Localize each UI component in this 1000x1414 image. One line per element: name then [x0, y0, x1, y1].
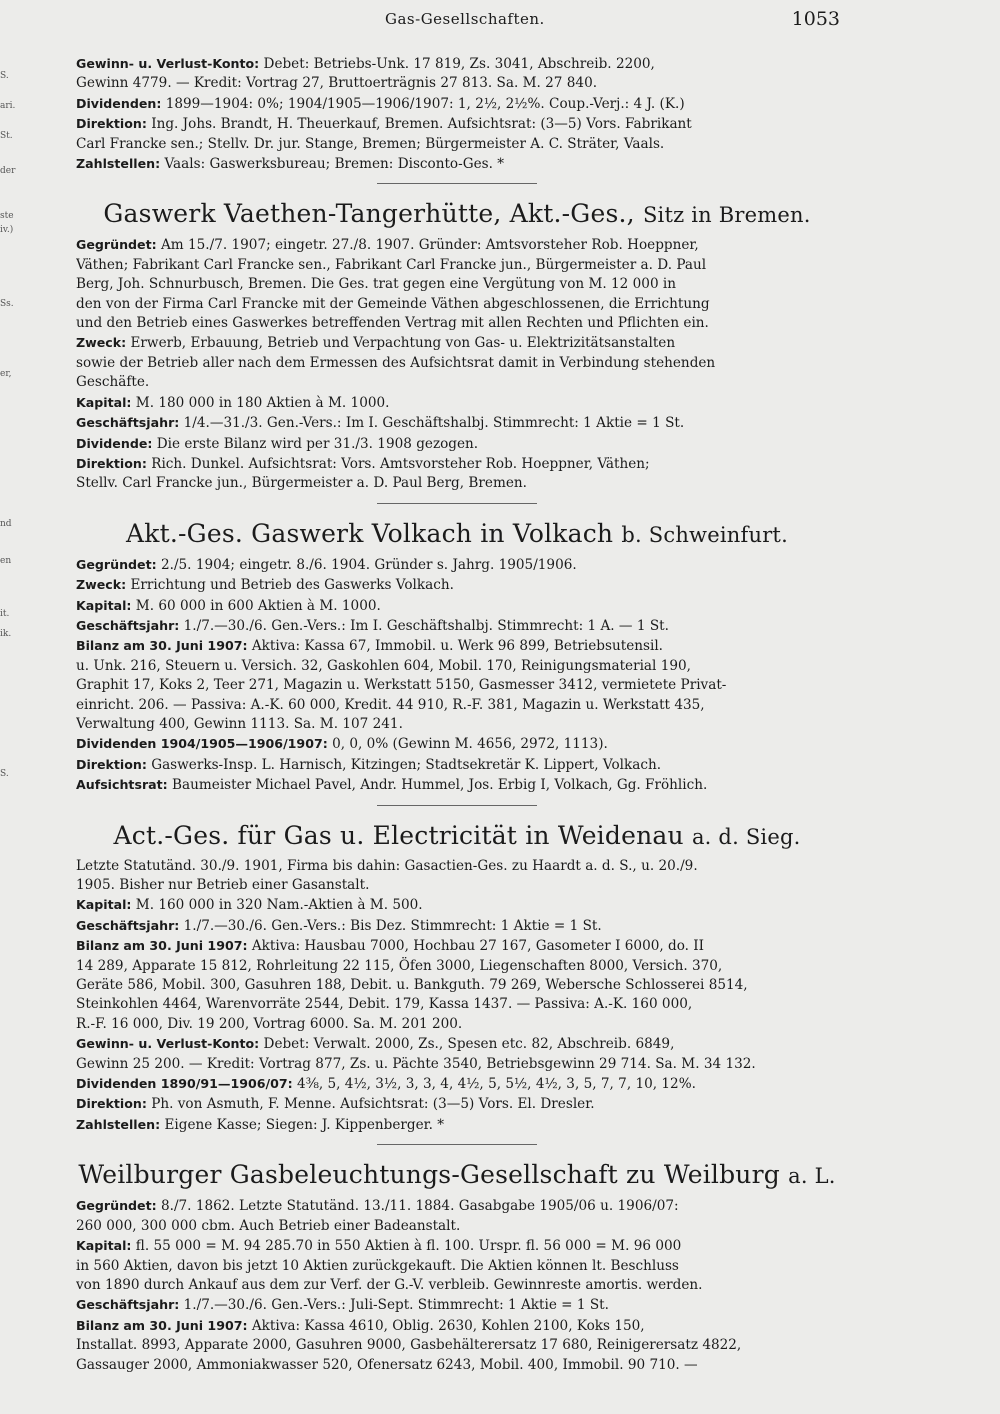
text-line — [76, 696, 838, 715]
field-text: sowie der Betrieb aller nach dem Ermessen des Aufsichtsrat damit in Verbindung stehenden — [76, 354, 716, 371]
margin-fragment: it. — [0, 609, 10, 619]
margin-fragment: S. — [0, 769, 9, 779]
company-name: Gaswerk Vaethen-Tangerhütte, Akt.-Ges., — [103, 199, 635, 229]
field-text: R.-F. 16 000, Div. 19 200, Vortrag 6000. Sa. M. 201 200. — [76, 1015, 463, 1032]
text-line — [76, 876, 838, 895]
text-line — [76, 916, 838, 936]
text-line — [76, 775, 838, 795]
field-text: 1/4.—31./3. Gen.-Vers.: Im I. Geschäftshalbj. Stimmrecht: 1 Aktie = 1 St. — [179, 415, 685, 432]
field-text: Debet: Betriebs-Unk. 17 819, Zs. 3041, Abschreib. 2200, — [259, 56, 655, 72]
margin-fragment: der — [0, 166, 16, 176]
field-label: Kapital: — [76, 1238, 132, 1254]
field-text: Am 15./7. 1907; eingetr. 27./8. 1907. Gründer: Amtsvorsteher Rob. Hoeppner, — [156, 237, 699, 254]
field-label: Gewinn- u. Verlust-Konto: — [76, 1036, 260, 1052]
entry-divider — [377, 805, 537, 806]
entry-divider — [377, 1144, 537, 1145]
field-label: Direktion: — [76, 756, 147, 772]
field-label: Zahlstellen: — [76, 156, 161, 172]
field-label: Aufsichtsrat: — [76, 777, 168, 793]
field-label: Geschäftsjahr: — [76, 415, 180, 431]
margin-fragment: iv.) — [0, 225, 14, 235]
text-line — [76, 1196, 838, 1216]
company-entry — [76, 54, 838, 174]
company-entry — [76, 1144, 838, 1375]
field-text: Väthen; Fabrikant Carl Francke sen., Fabrikant Carl Francke jun., Bürgermeister a. D. Paul — [76, 256, 707, 273]
text-line — [76, 1094, 838, 1114]
text-line — [76, 354, 838, 373]
field-text: Baumeister Michael Pavel, Andr. Hummel, Jos. Erbig I, Volkach, Gg. Fröhlich. — [167, 777, 708, 794]
field-text: u. Unk. 216, Steuern u. Versich. 32, Gaskohlen 604, Mobil. 170, Reinigungsmaterial 190, — [76, 657, 691, 674]
field-text: 1./7.—30./6. Gen.-Vers.: Im I. Geschäftshalbj. Stimmrecht: 1 A. — 1 St. — [179, 617, 669, 634]
field-text: und den Betrieb eines Gaswerkes betreffenden Vertrag mit allen Rechten und Pflichten ein. — [76, 315, 709, 332]
company-seat: a. d. Sieg. — [691, 824, 801, 849]
field-label: Gegründet: — [76, 1198, 157, 1214]
text-line — [76, 154, 838, 174]
field-label: Direktion: — [76, 116, 147, 132]
field-label: Dividende: — [76, 435, 153, 451]
text-line — [76, 54, 838, 74]
text-line — [76, 616, 838, 636]
field-text: 14 289, Apparate 15 812, Rohrleitung 22 115, Öfen 3000, Liegenschaften 8000, Versich. 370, — [76, 957, 723, 974]
text-line — [76, 1055, 838, 1074]
text-line — [76, 393, 838, 413]
field-text: 4⅜, 5, 4½, 3½, 3, 3, 4, 4½, 5, 5½, 4½, 3, 5, 7, 7, 10, 12%. — [292, 1076, 696, 1093]
field-text: einricht. 206. — Passiva: A.-K. 60 000, Kredit. 44 910, R.-F. 381, Magazin u. Werkstatt 435, — [76, 696, 705, 713]
field-text: Gewinn 25 200. — Kredit: Vortrag 877, Zs. u. Pächte 3540, Betriebsgewinn 29 714. Sa. M. 34 132. — [76, 1055, 756, 1072]
text-line — [76, 1015, 838, 1034]
field-text: Graphit 17, Koks 2, Teer 271, Magazin u. Werkstatt 5150, Gasmesser 3412, vermietete Privat- — [76, 677, 727, 694]
entry-title — [76, 1157, 838, 1194]
field-text: Aktiva: Kassa 4610, Oblig. 2630, Kohlen 2100, Koks 150, — [247, 1317, 645, 1334]
entry-divider — [377, 503, 537, 504]
text-line — [76, 256, 838, 275]
field-label: Gewinn- u. Verlust-Konto: — [76, 56, 260, 71]
company-seat: a. L. — [788, 1164, 836, 1189]
field-text: Geschäfte. — [76, 374, 150, 391]
margin-fragment: ari. — [0, 101, 16, 111]
field-text: in 560 Aktien, davon bis jetzt 10 Aktien zurückgekauft. Die Aktien können lt. Beschluss — [76, 1257, 679, 1274]
text-line — [76, 1115, 838, 1135]
text-line — [76, 373, 838, 392]
field-text: 260 000, 300 000 cbm. Auch Betrieb einer Badeanstalt. — [76, 1217, 461, 1234]
field-text: Vaals: Gaswerksbureau; Bremen: Disconto-Ges. * — [160, 156, 505, 173]
company-entry — [76, 183, 838, 493]
entry-title — [76, 818, 838, 855]
entry-title — [76, 516, 838, 553]
margin-fragment: S. — [0, 71, 9, 81]
field-label: Geschäftsjahr: — [76, 617, 180, 633]
company-name: Weilburger Gasbeleuchtungs-Gesellschaft zu Weilburg — [78, 1160, 780, 1190]
text-line — [76, 995, 838, 1014]
field-label: Kapital: — [76, 394, 132, 410]
text-line — [76, 94, 838, 114]
field-text: Gaswerks-Insp. L. Harnisch, Kitzingen; Stadtsekretär K. Lippert, Volkach. — [146, 756, 662, 773]
text-line — [76, 114, 838, 134]
company-entry — [76, 503, 838, 796]
margin-fragment: ste — [0, 211, 14, 221]
field-text: fl. 55 000 = M. 94 285.70 in 550 Aktien à fl. 100. Urspr. fl. 56 000 = M. 96 000 — [131, 1238, 682, 1255]
text-line — [76, 1074, 838, 1094]
field-text: 1./7.—30./6. Gen.-Vers.: Juli-Sept. Stimmrecht: 1 Aktie = 1 St. — [179, 1297, 609, 1314]
text-line — [76, 74, 838, 93]
entry-title — [76, 196, 838, 233]
field-text: Rich. Dunkel. Aufsichtsrat: Vors. Amtsvorsteher Rob. Hoeppner, Väthen; — [146, 455, 650, 472]
page-header — [200, 8, 840, 32]
text-line — [76, 1236, 838, 1256]
field-label: Gegründet: — [76, 237, 157, 253]
text-line — [76, 1276, 838, 1295]
field-text: Carl Francke sen.; Stellv. Dr. jur. Stange, Bremen; Bürgermeister A. C. Sträter, Vaals. — [76, 135, 665, 152]
text-line — [76, 857, 838, 876]
field-label: Dividenden 1890/91—1906/07: — [76, 1076, 293, 1092]
text-line — [76, 454, 838, 474]
field-label: Zweck: — [76, 335, 127, 351]
text-line — [76, 957, 838, 976]
margin-fragment: er, — [0, 369, 12, 379]
field-text: Gassauger 2000, Ammoniakwasser 520, Ofenersatz 6243, Mobil. 400, Immobil. 90 710. — — [76, 1356, 698, 1373]
field-text: Steinkohlen 4464, Warenvorräte 2544, Debit. 179, Kassa 1437. — Passiva: A.-K. 160 000, — [76, 996, 693, 1013]
field-text: Berg, Joh. Schnurbusch, Bremen. Die Ges. trat gegen eine Vergütung von M. 12 000 in — [76, 276, 677, 293]
field-text: Geräte 586, Mobil. 300, Gasuhren 188, Debit. u. Bankguth. 79 269, Webersche Schlosserei 8514, — [76, 977, 748, 994]
text-line — [76, 715, 838, 734]
field-label: Direktion: — [76, 1096, 147, 1112]
text-line — [76, 976, 838, 995]
margin-fragment: en — [0, 556, 12, 566]
field-label: Geschäftsjahr: — [76, 1297, 180, 1313]
field-text: von 1890 durch Ankauf aus dem zur Verf. der G.-V. verbleib. Gewinnreste amortis. werden. — [76, 1276, 703, 1293]
field-text: 1./7.—30./6. Gen.-Vers.: Bis Dez. Stimmrecht: 1 Aktie = 1 St. — [179, 917, 602, 934]
text-line — [76, 936, 838, 956]
text-line — [76, 413, 838, 433]
field-text: Verwaltung 400, Gewinn 1113. Sa. M. 107 241. — [76, 715, 403, 732]
margin-fragment: nd — [0, 519, 12, 529]
margin-fragment: Ss. — [0, 299, 14, 309]
running-title: Gas-Gesellschaften. — [385, 10, 545, 28]
field-text: Aktiva: Hausbau 7000, Hochbau 27 167, Gasometer I 6000, do. II — [247, 938, 705, 955]
text-line — [76, 575, 838, 595]
margin-fragment: ik. — [0, 629, 12, 639]
field-text: den von der Firma Carl Francke mit der Gemeinde Väthen abgeschlossenen, die Errichtung — [76, 295, 710, 312]
field-label: Gegründet: — [76, 556, 157, 572]
text-line — [76, 636, 838, 656]
text-column — [76, 54, 838, 1375]
margin-fragment: St. — [0, 131, 13, 141]
text-line — [76, 1217, 838, 1236]
text-line — [76, 1316, 838, 1336]
field-label: Kapital: — [76, 897, 132, 913]
company-entry — [76, 805, 838, 1136]
field-text: Errichtung und Betrieb des Gaswerks Volkach. — [126, 577, 454, 594]
field-text: Eigene Kasse; Siegen: J. Kippenberger. * — [160, 1116, 445, 1133]
field-label: Direktion: — [76, 455, 147, 471]
field-text: Erwerb, Erbauung, Betrieb und Verpachtung von Gas- u. Elektrizitätsanstalten — [126, 335, 676, 352]
field-text: Aktiva: Kassa 67, Immobil. u. Werk 96 899, Betriebsutensil. — [247, 638, 663, 655]
field-text: M. 160 000 in 320 Nam.-Aktien à M. 500. — [131, 897, 423, 914]
field-text: 8./7. 1862. Letzte Statutänd. 13./11. 1884. Gasabgabe 1905/06 u. 1906/07: — [156, 1198, 679, 1215]
field-label: Zahlstellen: — [76, 1116, 161, 1132]
company-name: Act.-Ges. für Gas u. Electricität in Weidenau — [113, 820, 684, 850]
field-label: Bilanz am 30. Juni 1907: — [76, 938, 248, 954]
field-label: Dividenden 1904/1905—1906/1907: — [76, 736, 328, 752]
field-text: Letzte Statutänd. 30./9. 1901, Firma bis dahin: Gasactien-Ges. zu Haardt a. d. S., u. 20./9. — [76, 857, 698, 874]
text-line — [76, 755, 838, 775]
text-line — [76, 1336, 838, 1355]
field-text: Debet: Verwalt. 2000, Zs., Spesen etc. 82, Abschreib. 6849, — [259, 1036, 675, 1053]
field-text: 1899—1904: 0%; 1904/1905—1906/1907: 1, 2½, 2½%. Coup.-Verj.: 4 J. (K.) — [161, 95, 685, 112]
field-label: Kapital: — [76, 597, 132, 613]
field-text: 0, 0, 0% (Gewinn M. 4656, 2972, 1113). — [327, 736, 608, 753]
text-line — [76, 135, 838, 154]
text-line — [76, 657, 838, 676]
field-label: Bilanz am 30. Juni 1907: — [76, 1317, 248, 1333]
text-line — [76, 275, 838, 294]
text-line — [76, 474, 838, 493]
text-line — [76, 295, 838, 314]
field-text: Ph. von Asmuth, F. Menne. Aufsichtsrat: (3—5) Vors. El. Dresler. — [146, 1096, 595, 1113]
field-text: M. 60 000 in 600 Aktien à M. 1000. — [131, 597, 381, 614]
text-line — [76, 734, 838, 754]
company-name: Akt.-Ges. Gaswerk Volkach in Volkach — [126, 518, 614, 548]
text-line — [76, 1356, 838, 1375]
field-label: Bilanz am 30. Juni 1907: — [76, 638, 248, 654]
field-text: M. 180 000 in 180 Aktien à M. 1000. — [131, 394, 390, 411]
field-text: Installat. 8993, Apparate 2000, Gasuhren 9000, Gasbehälterersatz 17 680, Reinigerersatz 4822, — [76, 1337, 742, 1354]
text-line — [76, 596, 838, 616]
text-line — [76, 1034, 838, 1054]
field-text: Die erste Bilanz wird per 31./3. 1908 gezogen. — [152, 435, 479, 452]
field-text: Ing. Johs. Brandt, H. Theuerkauf, Bremen. Aufsichtsrat: (3—5) Vors. Fabrikant — [146, 116, 692, 133]
text-line — [76, 333, 838, 353]
text-line — [76, 235, 838, 255]
text-line — [76, 1257, 838, 1276]
field-label: Dividenden: — [76, 95, 162, 111]
text-line — [76, 555, 838, 575]
field-text: 1905. Bisher nur Betrieb einer Gasanstalt. — [76, 877, 370, 893]
company-seat: b. Schweinfurt. — [621, 522, 788, 547]
page-number: 1053 — [791, 8, 840, 30]
text-line — [76, 895, 838, 915]
text-line — [76, 314, 838, 333]
field-text: 2./5. 1904; eingetr. 8./6. 1904. Gründer s. Jahrg. 1905/1906. — [156, 556, 577, 573]
field-text: Gewinn 4779. — Kredit: Vortrag 27, Bruttoerträgnis 27 813. Sa. M. 27 840. — [76, 75, 598, 92]
field-text: Stellv. Carl Francke jun., Bürgermeister a. D. Paul Berg, Bremen. — [76, 475, 527, 492]
field-label: Geschäftsjahr: — [76, 917, 180, 933]
text-line — [76, 1295, 838, 1315]
entry-divider — [377, 183, 537, 184]
text-line — [76, 676, 838, 695]
text-line — [76, 434, 838, 454]
field-label: Zweck: — [76, 577, 127, 593]
company-seat: Sitz in Bremen. — [642, 203, 811, 228]
